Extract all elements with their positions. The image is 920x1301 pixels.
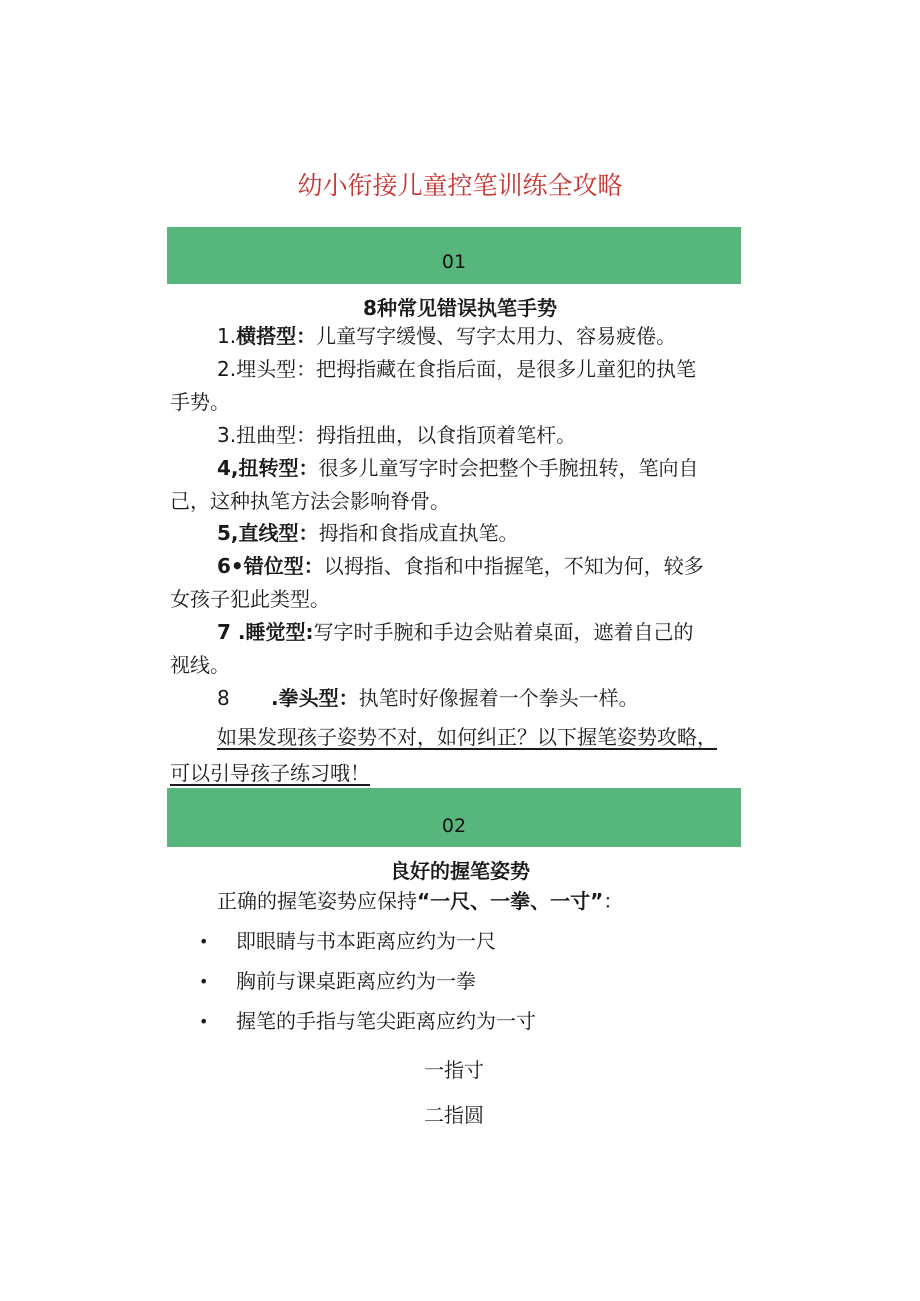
- item-name: 扭转型：: [238, 456, 319, 480]
- item-text: 写字时手腕和手边会贴着桌面，遮着自己的: [313, 620, 694, 644]
- item-number: 2.: [217, 357, 237, 381]
- note-line-2: 可以引导孩子练习哦！: [170, 761, 370, 785]
- item-number: 6•: [217, 554, 244, 578]
- item-name: 扭曲型：: [236, 423, 317, 447]
- intro-suffix: ：: [603, 889, 624, 913]
- item-continuation: 女孩子犯此类型。: [170, 587, 330, 611]
- item-number: 5,: [217, 521, 239, 545]
- list-item: [217, 619, 693, 645]
- centered-text: 二指圆: [424, 1103, 484, 1127]
- item-continuation: 视线。: [170, 653, 230, 677]
- bullet-item: 握笔的手指与笔尖距离应约为一寸: [236, 1009, 536, 1033]
- item-text: 执笔时好像握着一个拳头一样。: [358, 686, 639, 710]
- section-2-number: 02: [441, 815, 467, 837]
- section-1-number: 01: [441, 251, 467, 273]
- bullet-icon: •: [199, 1012, 209, 1031]
- intro-line: [217, 888, 623, 914]
- bullet-item: 即眼睛与书本距离应约为一尺: [236, 929, 496, 953]
- bullet-item: 胸前与课桌距离应约为一拳: [236, 969, 476, 993]
- item-text: 把拇指藏在食指后面，是很多儿童犯的执笔: [316, 357, 697, 381]
- note-line-1: 如果发现孩子姿势不对，如何纠正？以下握笔姿势攻略，: [217, 725, 717, 749]
- item-text: 儿童写字缓慢、写字太用力、容易疲倦。: [316, 324, 677, 348]
- item-text: 很多儿童写字时会把整个手腕扭转，笔向自: [318, 456, 699, 480]
- item-number: 4,: [217, 456, 239, 480]
- item-text: 拇指和食指成直执笔。: [318, 521, 519, 545]
- section-2-heading: 良好的握笔姿势: [390, 859, 530, 883]
- item-name: 横搭型：: [236, 324, 317, 348]
- item-number: 8: [217, 686, 230, 710]
- item-continuation: 手势。: [170, 390, 230, 414]
- bullet-icon: •: [199, 932, 209, 951]
- bullet-icon: •: [199, 972, 209, 991]
- centered-text: 一指寸: [424, 1058, 484, 1082]
- item-name: .拳头型：: [271, 686, 359, 710]
- item-number: 7 .: [217, 620, 246, 644]
- intro-bold: “一尺、一拳、一寸”: [417, 889, 604, 913]
- list-item: [217, 520, 519, 546]
- section-1-band: [167, 227, 741, 284]
- list-item: [217, 685, 639, 711]
- item-name: 直线型：: [238, 521, 319, 545]
- item-number: 3.: [217, 423, 237, 447]
- list-item: [217, 553, 704, 579]
- intro-prefix: 正确的握笔姿势应保持: [217, 889, 417, 913]
- section-1-heading: 8种常见错误执笔手势: [363, 296, 557, 320]
- list-item: [217, 356, 696, 382]
- list-item: [217, 323, 676, 349]
- section-2-band: [167, 788, 741, 847]
- item-name: 睡觉型:: [245, 620, 314, 644]
- item-name: 错位型：: [243, 554, 324, 578]
- item-continuation: 己，这种执笔方法会影响脊骨。: [170, 489, 450, 513]
- item-number: 1.: [217, 324, 237, 348]
- page-title: 幼小衔接儿童控笔训练全攻略: [297, 171, 623, 200]
- list-item: [217, 422, 576, 448]
- list-item: [217, 455, 699, 481]
- item-text: 拇指扭曲，以食指顶着笔杆。: [316, 423, 577, 447]
- item-name: 埋头型：: [236, 357, 317, 381]
- item-text: 以拇指、食指和中指握笔，不知为何，较多: [323, 554, 704, 578]
